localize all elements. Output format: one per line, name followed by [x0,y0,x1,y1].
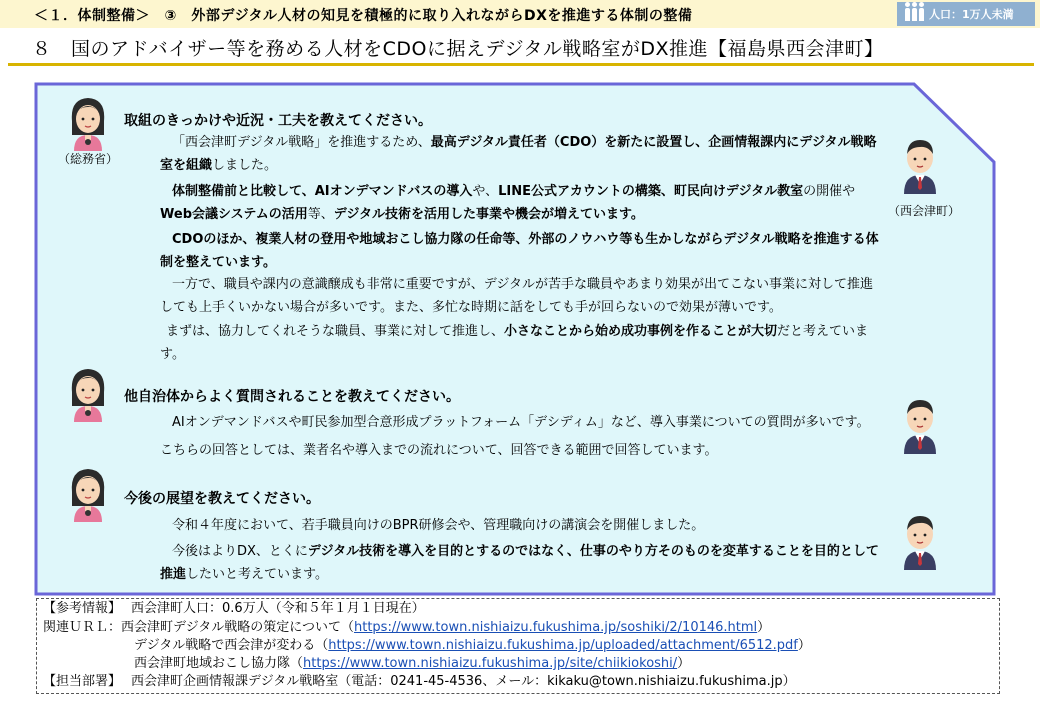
breadcrumb: ＜１．体制整備＞ ③ 外部デジタル人材の知見を積極的に取り入れながらDXを推進する体制の整備 [34,8,693,24]
related-url-row-2: デジタル戦略で西会津が変わる（https://www.town.nishiaizu.fukushima.jp/uploaded/attachment/6512.pdf） [134,638,811,653]
reference-box [36,598,1000,694]
answer-1-para-3: CDOのほか、複業人材の登用や地域おこし協力隊の任命等、外部のノウハウ等も生かしながらデジタル戦略を推進する体制を整えています。 [160,232,879,270]
strategy-link[interactable]: https://www.town.nishiaizu.fukushima.jp/soshiki/2/10146.html [353,620,758,635]
interviewer-avatar-icon [66,95,110,155]
interviewer-caption: （総務省） [58,152,119,166]
department-row: 【担当部署】 西会津町企画情報課デジタル戦略室（電話：0241-45-4536、メール：kikaku@town.nishiaizu.fukushima.jp） [43,674,796,689]
attachment-pdf-link[interactable]: https://www.town.nishiaizu.fukushima.jp/uploaded/attachment/6512.pdf [328,638,798,653]
answer-3-para-2: 今後はよりDX、とくにデジタル技術を導入を目的とするのではなく、仕事のやり方そのものを変革することを目的として推進したいと考えています。 [160,544,879,582]
answer-1-para-2: 体制整備前と比較して、AIオンデマンドバスの導入や、LINE公式アカウントの構築、町民向けデジタル教室の開催やWeb会議システムの活用等、デジタル技術を活用した事業や機会が増えています。 [160,184,856,222]
population-label: 人口：1万人未満 [929,8,1014,21]
related-url-row-1: 関連ＵＲＬ：西会津町デジタル戦略の策定について（https://www.town.nishiaizu.fukushima.jp/soshiki/2/10146.html） [43,620,771,635]
town-staff-avatar-icon [898,394,942,458]
interviewer-avatar-icon [66,366,110,426]
reference-info-row: 【参考情報】 西会津町人口：0.6万人（令和５年１月１日現在） [43,601,425,616]
answer-3-para-1: 令和４年度において、若手職員向けのBPR研修会や、管理職向けの講演会を開催しました。 [172,518,705,533]
answer-1-para-4: 一方で、職員や課内の意識醸成も非常に重要ですが、デジタルが苦手な職員やあまり効果が出てこない事業に対して推進しても上手くいかない場合が多いです。また、多忙な時期に話をしても手が回らないので効果が薄いです。 [160,277,873,315]
population-badge [897,2,1035,26]
answer-1-para-5: まずは、協力してくれそうな職員、事業に対して推進し、小さなことから始め成功事例を作ることが大切だと考えています。 [160,324,869,362]
question-3: 今後の展望を教えてください。 [124,491,320,507]
chiikiokoshi-link[interactable]: https://www.town.nishiaizu.fukushima.jp/site/chiikiokoshi/ [303,656,678,671]
interviewer-avatar-icon [66,466,110,526]
town-caption: （西会津町） [888,204,961,218]
people-icon [905,8,926,21]
page-title: ８ 国のアドバイザー等を務める人材をCDOに据えデジタル戦略室がDX推進【福島県西会津町】 [32,38,884,60]
header-bar [0,0,1040,28]
town-staff-avatar-icon [898,510,942,574]
town-staff-avatar-icon [898,134,942,198]
question-1: 取組のきっかけや近況・工夫を教えてください。 [124,113,432,129]
question-2: 他自治体からよく質問されることを教えてください。 [124,389,460,405]
answer-2-para-2: こちらの回答としては、業者名や導入までの流れについて、回答できる範囲で回答しています。 [160,443,718,458]
title-divider [8,63,1034,66]
answer-1-para-1: 「西会津町デジタル戦略」を推進するため、最高デジタル責任者（CDO）を新たに設置し、企画情報課内にデジタル戦略室を組織しました。 [160,135,877,173]
related-url-row-3: 西会津町地域おこし協力隊（https://www.town.nishiaizu.fukushima.jp/site/chiikiokoshi/） [134,656,691,671]
answer-2-para-1: AIオンデマンドバスや町民参加型合意形成プラットフォーム「デシディム」など、導入事業についての質問が多いです。 [172,415,870,430]
